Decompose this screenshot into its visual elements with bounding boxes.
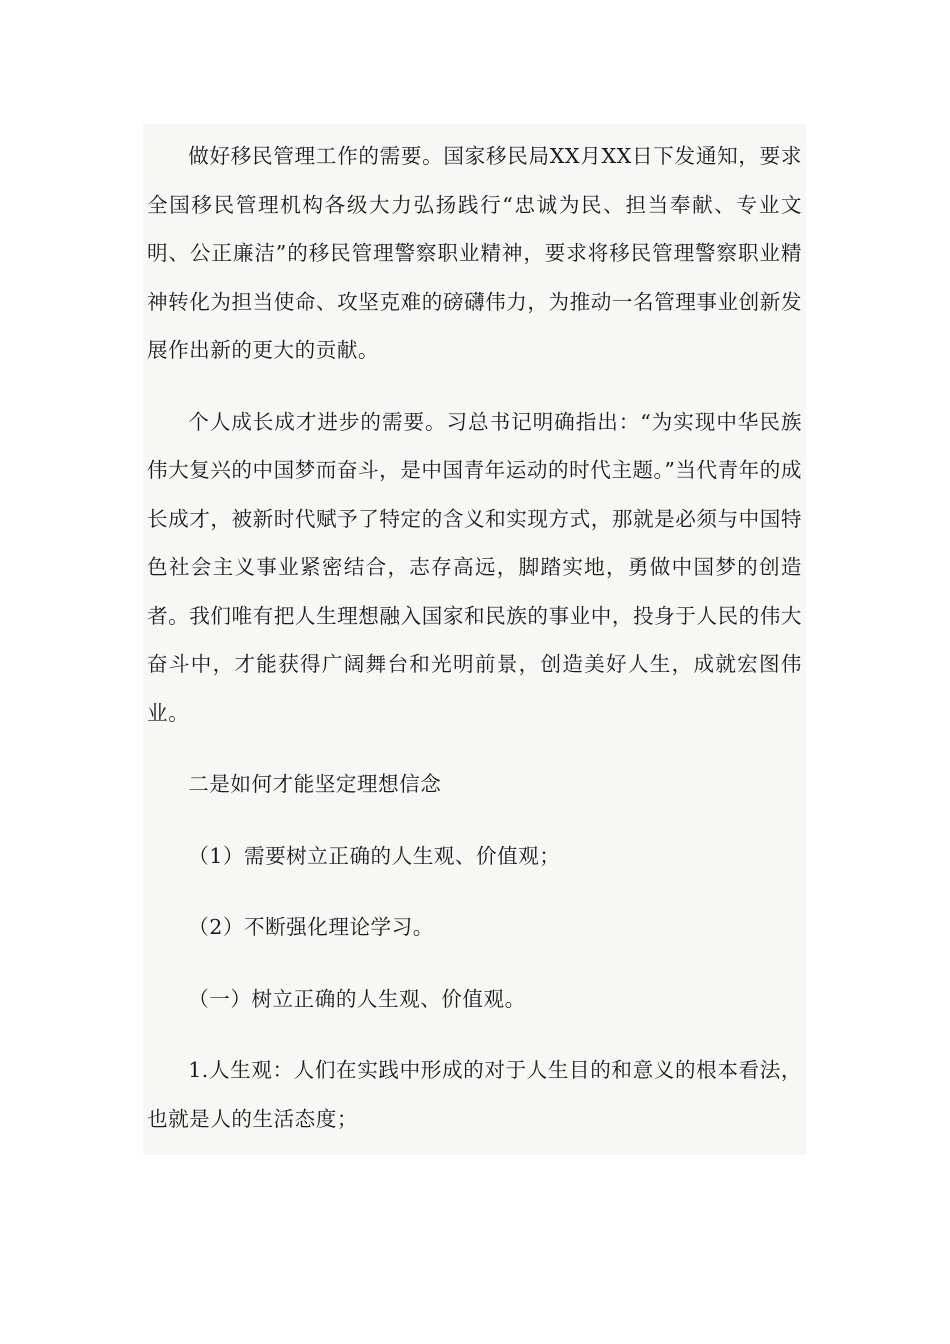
paragraph-immigration-work: 做好移民管理工作的需要。国家移民局XX月XX日下发通知，要求全国移民管理机构各级大力弘扬践行“忠诚为民、担当奉献、专业文明、公正廉洁”的移民管理警察职业精神，要求将移民管理警察职业精神转化为担当使命、攻坚克难的磅礴伟力，为推动一名管理事业创新发展作出新的更大的贡献。: [147, 144, 802, 362]
list-item-1: （1）需要树立正确的人生观、价值观；: [188, 843, 561, 868]
document-body: [143, 124, 806, 1155]
section-heading-ideals: 二是如何才能坚定理想信念: [188, 772, 442, 796]
paragraph-outlook-on-life: 1.人生观：人们在实践中形成的对于人生目的和意义的根本看法，也就是人的生活态度；: [147, 1058, 802, 1131]
subsection-heading-1: （一）树立正确的人生观、价值观。: [188, 986, 526, 1011]
paragraph-personal-growth: 个人成长成才进步的需要。习总书记明确指出：“为实现中华民族伟大复兴的中国梦而奋斗，是中国青年运动的时代主题。”当代青年的成长成才，被新时代赋予了特定的含义和实现方式，那就是必须与中国特色社会主义事业紧密结合，志存高远，脚踏实地，勇做中国梦的创造者。我们唯有把人生理想融入国家和民族的事业中，投身于人民的伟大奋斗中，才能获得广阔舞台和光明前景，创造美好人生，成就宏图伟业。: [147, 409, 802, 725]
list-item-2: （2）不断强化理论学习。: [188, 915, 434, 939]
